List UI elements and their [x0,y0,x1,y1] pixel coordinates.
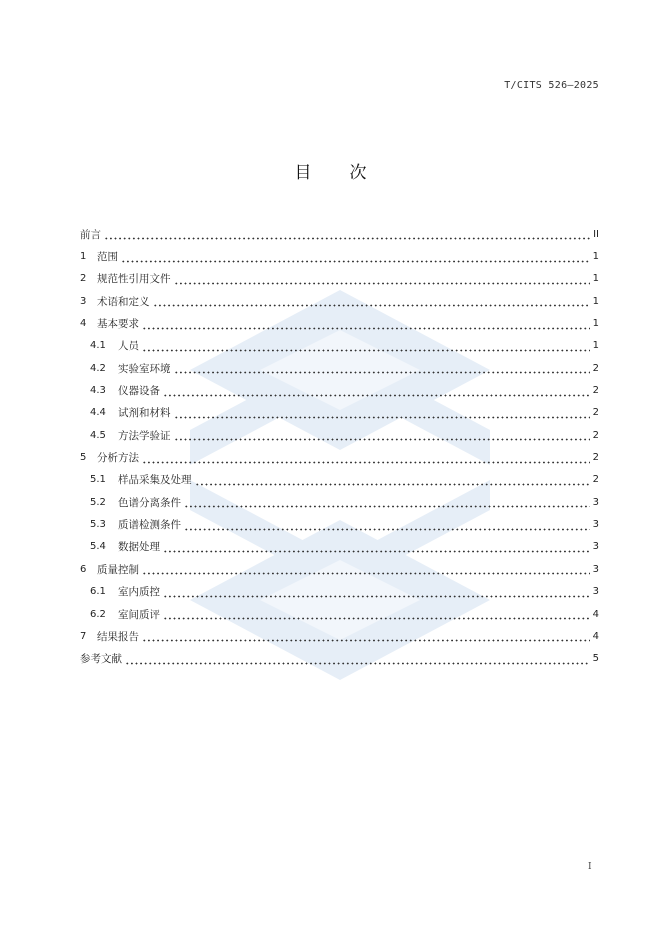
dot-leader [142,565,590,575]
toc-entry-page: 3 [592,586,599,598]
dot-leader [174,409,590,419]
toc-entry-label: 分析方法 [97,452,139,465]
toc-entry[interactable] [80,379,599,401]
dot-leader [142,342,590,352]
dot-leader [163,588,590,598]
toc-entry-page: 1 [592,251,599,263]
toc-entry[interactable] [80,648,599,670]
toc-entry-number: 6.1 [90,586,106,598]
toc-entry-page: 3 [592,541,599,553]
toc-entry-page: 1 [592,295,599,307]
toc-entry[interactable] [80,268,599,290]
toc-entry-number: 7 [80,630,87,642]
toc-entry-number: 3 [80,295,87,307]
toc-entry-label: 质谱检测条件 [118,519,181,532]
toc-entry[interactable] [80,335,599,357]
toc-entry[interactable] [80,491,599,513]
toc-entry[interactable] [80,558,599,580]
toc-entry-page: 2 [592,362,599,374]
toc-entry-label: 仪器设备 [118,385,160,398]
dot-leader [153,297,590,307]
toc-entry-number: 5.1 [90,474,106,486]
toc-entry-page: 1 [592,340,599,352]
toc-title-char: 目 [294,163,312,183]
toc-entry-label: 色谱分离条件 [118,496,181,509]
toc-entry[interactable] [80,513,599,535]
dot-leader [142,454,590,464]
toc-entry[interactable] [80,223,599,245]
dot-leader [121,253,590,263]
toc-entry-number: 4.2 [90,362,106,374]
toc-entry[interactable] [80,357,599,379]
dot-leader [125,655,590,665]
toc-entry-label: 室间质评 [118,608,160,621]
toc-entry[interactable] [80,424,599,446]
dot-leader [142,632,590,642]
toc-entry-page: 1 [592,273,599,285]
toc-title [0,158,661,183]
toc-entry-label: 前言 [80,228,101,241]
toc-entry-page: 2 [592,474,599,486]
dot-leader [163,387,590,397]
toc-entry-label: 试剂和材料 [118,407,171,420]
toc-entry-label: 术语和定义 [97,295,150,308]
document-code: T/CITS 526—2025 [504,80,599,91]
toc-title-char: 次 [349,163,367,183]
dot-leader [184,498,590,508]
toc-entry-number: 6 [80,563,87,575]
toc-entry-number: 4.3 [90,385,106,397]
toc-entry-label: 质量控制 [97,563,139,576]
toc-entry-number: 4.5 [90,429,106,441]
toc-entry-label: 样品采集及处理 [118,474,192,487]
dot-leader [174,364,590,374]
toc-entry-number: 4.1 [90,340,106,352]
toc-entry-label: 实验室环境 [118,362,171,375]
dot-leader [163,610,590,620]
toc-entry-number: 4.4 [90,407,106,419]
toc-entry-number: 6.2 [90,608,106,620]
toc-entry[interactable] [80,402,599,424]
toc-entry-number: 1 [80,251,87,263]
dot-leader [174,275,590,285]
toc-entry-page: 2 [592,407,599,419]
page-number: I [588,862,592,872]
toc-entry[interactable] [80,446,599,468]
toc-entry[interactable] [80,625,599,647]
toc-entry-page: 3 [592,563,599,575]
toc-entry-page: II [593,228,599,240]
toc-entry-page: 1 [592,318,599,330]
toc-entry-page: 2 [592,452,599,464]
toc-entry-label: 范围 [97,251,118,264]
toc-entry-label: 数据处理 [118,541,160,554]
toc-entry[interactable] [80,581,599,603]
toc-entry[interactable] [80,245,599,267]
toc-entry-label: 人员 [118,340,139,353]
toc-entry[interactable] [80,290,599,312]
toc-entry-label: 规范性引用文件 [97,273,171,286]
toc-entry-page: 4 [592,608,599,620]
dot-leader [174,431,590,441]
toc-entry[interactable] [80,469,599,491]
toc-entry-label: 方法学验证 [118,429,171,442]
table-of-contents [80,223,599,670]
toc-entry-page: 4 [592,630,599,642]
toc-entry-page: 5 [592,653,599,665]
toc-entry[interactable] [80,312,599,334]
dot-leader [163,543,590,553]
toc-entry-page: 2 [592,385,599,397]
toc-entry-page: 2 [592,429,599,441]
toc-entry-page: 3 [592,496,599,508]
dot-leader [184,521,590,531]
toc-entry-number: 5.3 [90,519,106,531]
toc-entry-number: 5 [80,452,87,464]
toc-entry[interactable] [80,536,599,558]
toc-entry-number: 5.4 [90,541,106,553]
dot-leader [142,320,590,330]
toc-entry-label: 结果报告 [97,630,139,643]
toc-entry-number: 2 [80,273,87,285]
dot-leader [195,476,590,486]
toc-entry-number: 5.2 [90,496,106,508]
toc-entry-label: 参考文献 [80,653,122,666]
toc-entry-label: 基本要求 [97,318,139,331]
toc-entry-label: 室内质控 [118,586,160,599]
dot-leader [104,230,590,240]
toc-entry-page: 3 [592,519,599,531]
toc-entry[interactable] [80,603,599,625]
toc-entry-number: 4 [80,318,87,330]
